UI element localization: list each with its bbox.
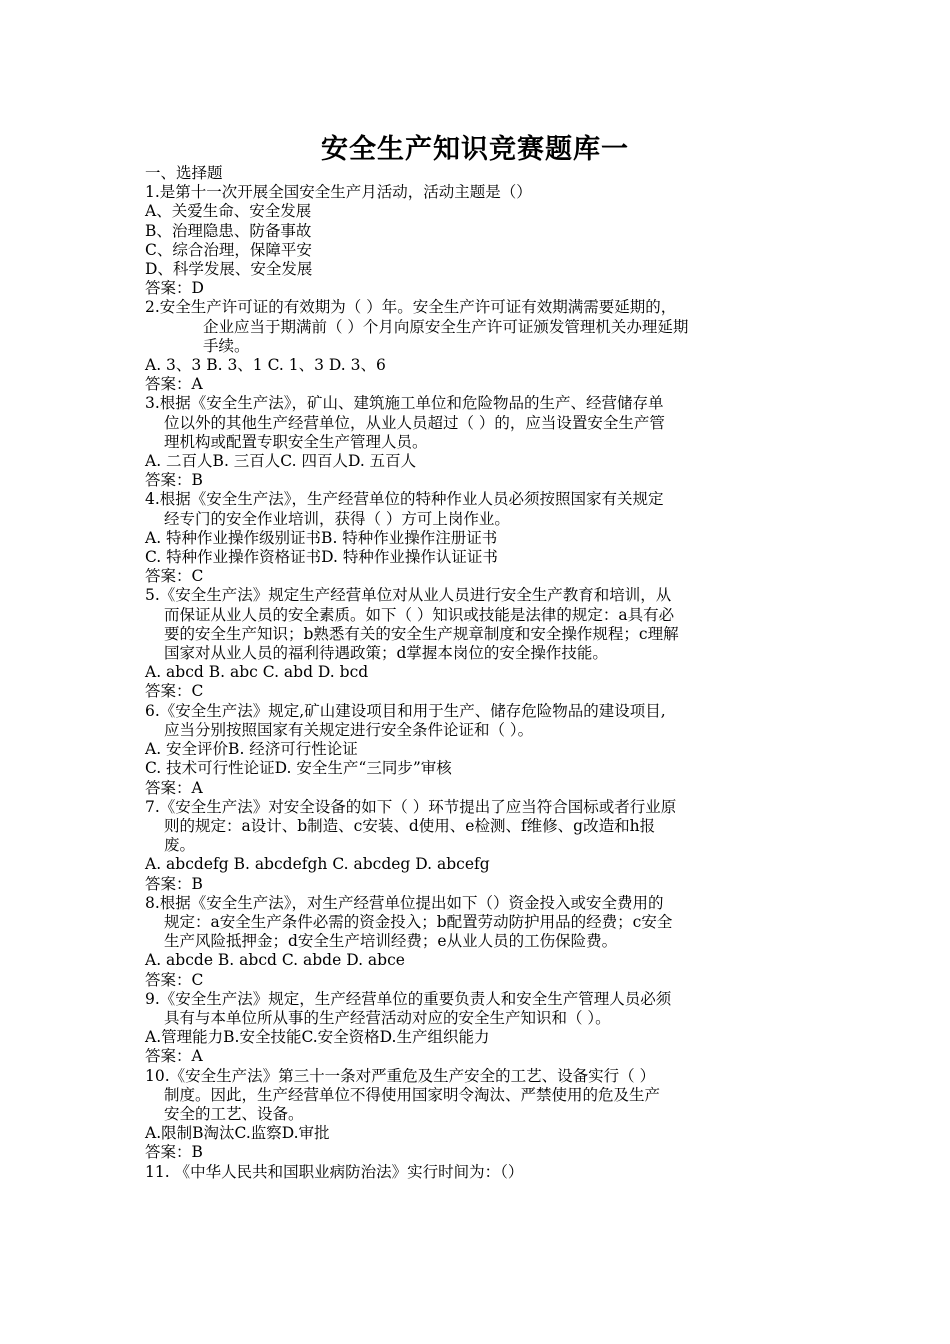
text-line: 答案：C (145, 970, 204, 989)
text-line: A. 安全评价B. 经济可行性论证 (145, 740, 358, 759)
text-line: 要的安全生产知识；b熟悉有关的安全生产规章制度和安全操作规程；c理解 (164, 624, 679, 643)
text-line: 答案：A (145, 1047, 203, 1066)
text-line: 1.是第十一次开展全国安全生产月活动，活动主题是（） (145, 183, 532, 202)
text-line: A.限制B淘汰C.监察D.审批 (145, 1124, 330, 1143)
text-line: A. 特种作业操作级别证书B. 特种作业操作注册证书 (145, 528, 498, 547)
text-line: 答案：C (145, 682, 204, 701)
text-line: 2.安全生产许可证的有效期为（ ）年。安全生产许可证有效期满需要延期的， (145, 298, 677, 317)
text-line: 企业应当于期满前（ ）个月向原安全生产许可证颁发管理机关办理延期 (203, 317, 689, 336)
text-line: C. 特种作业操作资格证书D. 特种作业操作认证证书 (145, 548, 498, 567)
text-line: 安全的工艺、设备。 (164, 1104, 304, 1123)
text-line: 则的规定：a设计、b制造、c安装、d使用、e检测、f维修、g改造和h报 (164, 816, 656, 835)
text-line: D、科学发展、安全发展 (145, 260, 313, 279)
text-line: 规定：a安全生产条件必需的资金投入；b配置劳动防护用品的经费；c安全 (164, 912, 673, 931)
text-line: 理机构或配置专职安全生产管理人员。 (164, 432, 428, 451)
text-line: 而保证从业人员的安全素质。如下（ ）知识或技能是法律的规定：a具有必 (164, 605, 675, 624)
text-line: A. abcdefg B. abcdefgh C. abcdeg D. abcefg (145, 855, 490, 874)
text-line: 国家对从业人员的福利待遇政策；d掌握本岗位的安全操作技能。 (164, 644, 608, 663)
text-line: 11. 《中华人民共和国职业病防治法》实行时间为：（） (145, 1162, 524, 1181)
text-line: A.管理能力B.安全技能C.安全资格D.生产组织能力 (145, 1028, 490, 1047)
text-line: 手续。 (203, 336, 250, 355)
text-line: A. abcd B. abc C. abd D. bcd (145, 663, 369, 682)
document-body (145, 164, 810, 1182)
text-line: 经专门的安全作业培训，获得（ ）方可上岗作业。 (164, 509, 510, 528)
text-line: A. abcde B. abcd C. abde D. abce (145, 951, 405, 970)
text-line: 6.《安全生产法》规定,矿山建设项目和用于生产、储存危险物品的建设项目, (145, 701, 666, 720)
text-line: 废。 (164, 836, 196, 855)
text-line: 答案：B (145, 874, 203, 893)
text-line: 8.根据《安全生产法》，对生产经营单位提出如下（）资金投入或安全费用的 (145, 893, 664, 912)
text-line: 7.《安全生产法》对安全设备的如下（ ）环节提出了应当符合国标或者行业原 (145, 797, 677, 816)
text-line: C. 技术可行性论证D. 安全生产“三同步”审核 (145, 759, 452, 778)
text-line: 4.根据《安全生产法》，生产经营单位的特种作业人员必须按照国家有关规定 (145, 490, 664, 509)
text-line: 一、选择题 (145, 164, 223, 182)
text-line: 10.《安全生产法》第三十一条对严重危及生产安全的工艺、设备实行（ ） (145, 1066, 656, 1085)
text-line: 具有与本单位所从事的生产经营活动对应的安全生产知识和（ ）。 (164, 1008, 611, 1027)
text-line: 5.《安全生产法》规定生产经营单位对从业人员进行安全生产教育和培训，从 (145, 586, 672, 605)
text-line: 答案：B (145, 1143, 203, 1162)
text-line: 位以外的其他生产经营单位，从业人员超过（ ）的，应当设置安全生产管 (164, 413, 665, 432)
text-line: 答案：C (145, 567, 204, 586)
text-line: 9.《安全生产法》规定，生产经营单位的重要负责人和安全生产管理人员必须 (145, 989, 672, 1008)
text-line: 制度。因此，生产经营单位不得使用国家明令淘汰、严禁使用的危及生产 (164, 1085, 661, 1104)
text-line: A. 3、3 B. 3、1 C. 1、3 D. 3、6 (145, 356, 386, 375)
text-line: B、治理隐患、防备事故 (145, 221, 312, 240)
document-title: 安全生产知识竞赛题库一 (321, 134, 629, 165)
text-line: A、关爱生命、安全发展 (145, 202, 312, 221)
text-line: 3.根据《安全生产法》，矿山、建筑施工单位和危险物品的生产、经营储存单 (145, 394, 664, 413)
text-line: 答案：B (145, 471, 203, 490)
text-line: C、综合治理，保障平安 (145, 240, 312, 259)
text-line: 答案：A (145, 375, 203, 394)
text-line: A. 二百人B. 三百人C. 四百人D. 五百人 (145, 452, 417, 471)
text-line: 答案：A (145, 778, 203, 797)
text-line: 答案：D (145, 279, 204, 298)
text-line: 应当分别按照国家有关规定进行安全条件论证和（ ）。 (164, 720, 534, 739)
text-line: 生产风险抵押金；d安全生产培训经费；e从业人员的工伤保险费。 (164, 932, 618, 951)
